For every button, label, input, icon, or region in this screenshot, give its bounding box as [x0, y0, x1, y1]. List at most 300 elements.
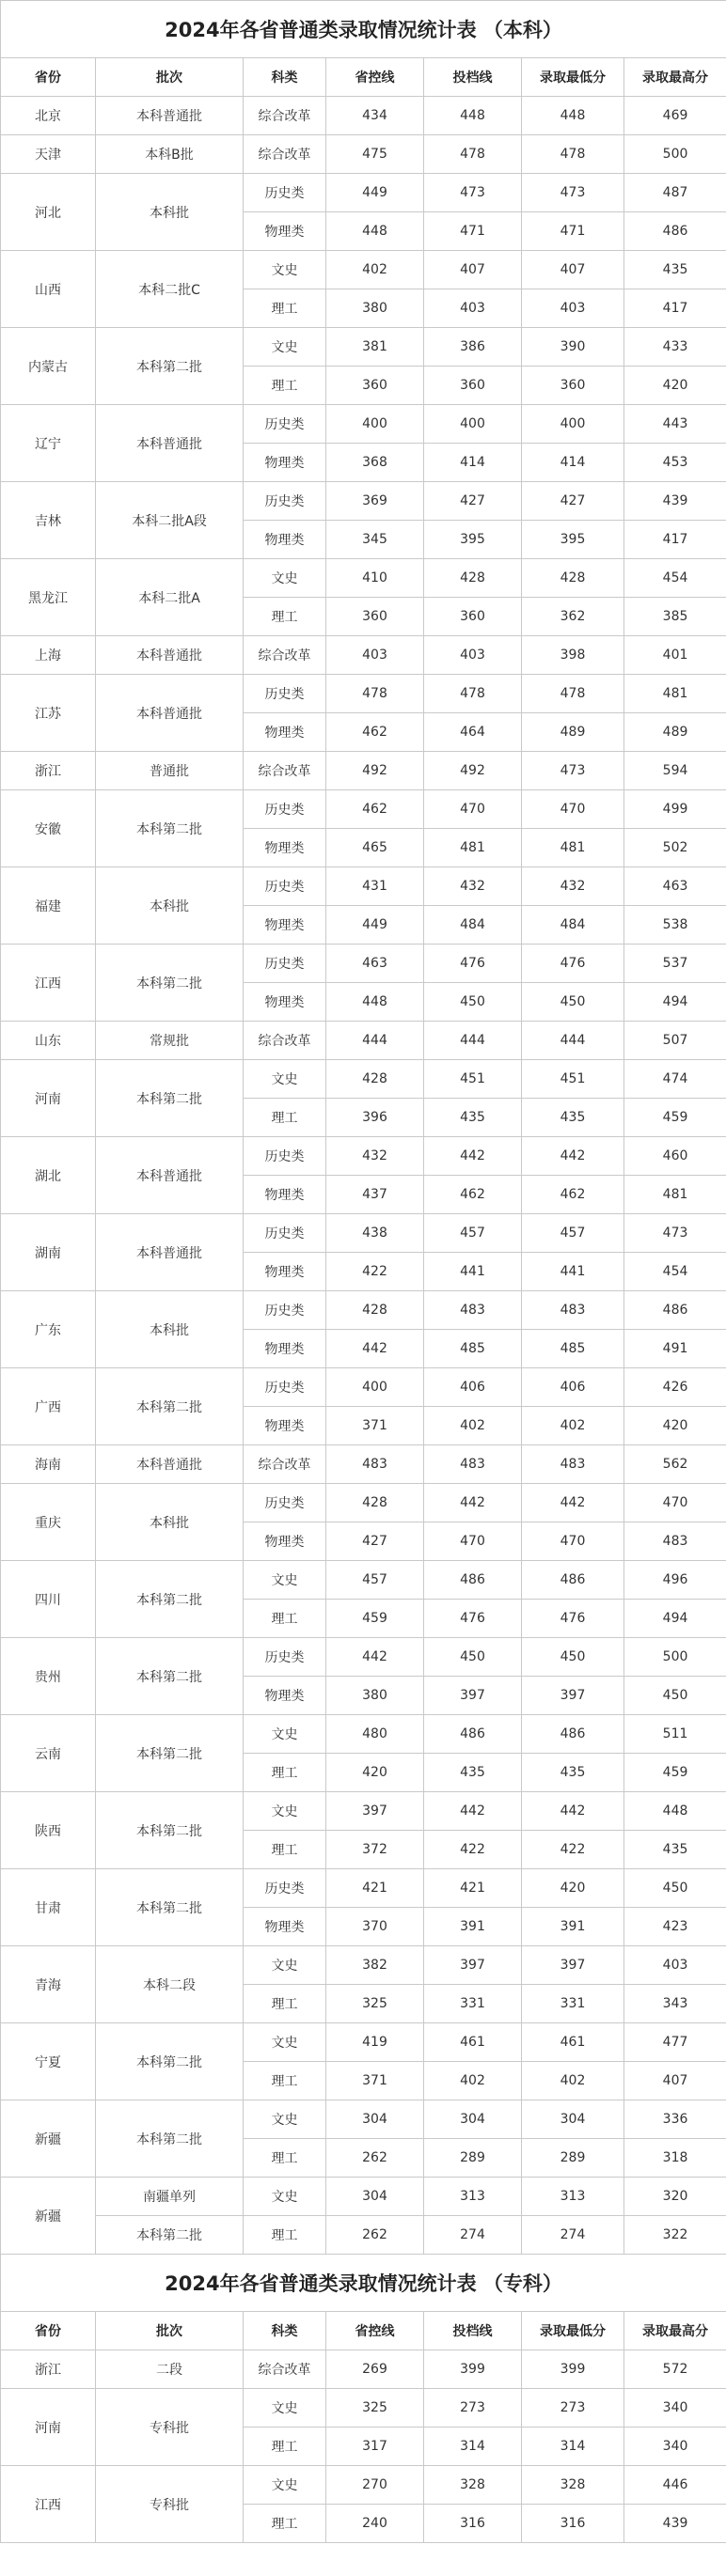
- max-score-cell: 500: [624, 135, 726, 174]
- min-score-cell: 402: [522, 2062, 624, 2100]
- control-line-cell: 370: [326, 1908, 424, 1946]
- min-score-cell: 273: [522, 2389, 624, 2428]
- max-score-cell: 481: [624, 675, 726, 713]
- toudang-line-cell: 478: [424, 675, 522, 713]
- max-score-cell: 454: [624, 559, 726, 598]
- max-score-cell: 562: [624, 1445, 726, 1484]
- min-score-cell: 362: [522, 598, 624, 636]
- control-line-cell: 360: [326, 367, 424, 405]
- column-header: 录取最低分: [522, 2312, 624, 2350]
- table-row: [1, 1445, 726, 1484]
- control-line-cell: 262: [326, 2216, 424, 2255]
- min-score-cell: 328: [522, 2466, 624, 2505]
- toudang-line-cell: 422: [424, 1831, 522, 1869]
- table-row: [1, 97, 726, 135]
- province-cell: 黑龙江: [1, 559, 96, 636]
- toudang-line-cell: 461: [424, 2023, 522, 2062]
- subject-type-cell: 历史类: [244, 867, 326, 906]
- control-line-cell: 462: [326, 713, 424, 752]
- column-header: 录取最高分: [624, 58, 726, 97]
- column-header: 批次: [96, 2312, 244, 2350]
- control-line-cell: 270: [326, 2466, 424, 2505]
- min-score-cell: 422: [522, 1831, 624, 1869]
- province-cell: 吉林: [1, 482, 96, 559]
- table-title-row: [1, 1, 726, 58]
- control-line-cell: 448: [326, 212, 424, 251]
- control-line-cell: 442: [326, 1638, 424, 1677]
- toudang-line-cell: 464: [424, 713, 522, 752]
- province-cell: 浙江: [1, 752, 96, 790]
- toudang-line-cell: 399: [424, 2350, 522, 2389]
- control-line-cell: 262: [326, 2139, 424, 2178]
- column-header: 科类: [244, 58, 326, 97]
- table-row: [1, 1060, 726, 1099]
- control-line-cell: 428: [326, 1484, 424, 1522]
- min-score-cell: 403: [522, 289, 624, 328]
- toudang-line-cell: 476: [424, 1600, 522, 1638]
- province-cell: 上海: [1, 636, 96, 675]
- control-line-cell: 428: [326, 1291, 424, 1330]
- min-score-cell: 450: [522, 1638, 624, 1677]
- toudang-line-cell: 316: [424, 2505, 522, 2543]
- max-score-cell: 594: [624, 752, 726, 790]
- toudang-line-cell: 450: [424, 1638, 522, 1677]
- min-score-cell: 400: [522, 405, 624, 444]
- max-score-cell: 439: [624, 2505, 726, 2543]
- batch-cell: 本科第二批: [96, 1060, 244, 1137]
- province-cell: 天津: [1, 135, 96, 174]
- subject-type-cell: 理工: [244, 598, 326, 636]
- control-line-cell: 462: [326, 790, 424, 829]
- toudang-line-cell: 457: [424, 1214, 522, 1253]
- max-score-cell: 469: [624, 97, 726, 135]
- table-row: [1, 2389, 726, 2428]
- control-line-cell: 400: [326, 405, 424, 444]
- toudang-line-cell: 462: [424, 1176, 522, 1214]
- control-line-cell: 463: [326, 945, 424, 983]
- column-header: 投档线: [424, 2312, 522, 2350]
- subject-type-cell: 物理类: [244, 1330, 326, 1368]
- subject-type-cell: 理工: [244, 1099, 326, 1137]
- table-row: [1, 251, 726, 289]
- control-line-cell: 360: [326, 598, 424, 636]
- batch-cell: 本科第二批: [96, 328, 244, 405]
- min-score-cell: 489: [522, 713, 624, 752]
- min-score-cell: 470: [522, 1522, 624, 1561]
- toudang-line-cell: 360: [424, 598, 522, 636]
- batch-cell: 本科二批A: [96, 559, 244, 636]
- subject-type-cell: 文史: [244, 1561, 326, 1600]
- subject-type-cell: 历史类: [244, 1137, 326, 1176]
- min-score-cell: 414: [522, 444, 624, 482]
- subject-type-cell: 理工: [244, 289, 326, 328]
- max-score-cell: 403: [624, 1946, 726, 1985]
- control-line-cell: 437: [326, 1176, 424, 1214]
- toudang-line-cell: 421: [424, 1869, 522, 1908]
- subject-type-cell: 历史类: [244, 790, 326, 829]
- control-line-cell: 428: [326, 1060, 424, 1099]
- table-row: [1, 1368, 726, 1407]
- subject-type-cell: 文史: [244, 1715, 326, 1754]
- min-score-cell: 274: [522, 2216, 624, 2255]
- max-score-cell: 460: [624, 1137, 726, 1176]
- column-header: 投档线: [424, 58, 522, 97]
- toudang-line-cell: 442: [424, 1484, 522, 1522]
- subject-type-cell: 文史: [244, 2466, 326, 2505]
- min-score-cell: 407: [522, 251, 624, 289]
- batch-cell: 本科批: [96, 1291, 244, 1368]
- province-cell: 河南: [1, 2389, 96, 2466]
- control-line-cell: 421: [326, 1869, 424, 1908]
- min-score-cell: 442: [522, 1792, 624, 1831]
- table-row: [1, 2100, 726, 2139]
- subject-type-cell: 文史: [244, 251, 326, 289]
- min-score-cell: 451: [522, 1060, 624, 1099]
- min-score-cell: 462: [522, 1176, 624, 1214]
- subject-type-cell: 物理类: [244, 212, 326, 251]
- batch-cell: 本科普通批: [96, 675, 244, 752]
- province-cell: 江苏: [1, 675, 96, 752]
- max-score-cell: 483: [624, 1522, 726, 1561]
- subject-type-cell: 物理类: [244, 1908, 326, 1946]
- toudang-line-cell: 274: [424, 2216, 522, 2255]
- province-cell: 山东: [1, 1022, 96, 1060]
- control-line-cell: 380: [326, 1677, 424, 1715]
- province-cell: 四川: [1, 1561, 96, 1638]
- column-header: 省份: [1, 58, 96, 97]
- table-row: [1, 2216, 726, 2255]
- subject-type-cell: 文史: [244, 2023, 326, 2062]
- min-score-cell: 457: [522, 1214, 624, 1253]
- subject-type-cell: 综合改革: [244, 1445, 326, 1484]
- control-line-cell: 465: [326, 829, 424, 867]
- control-line-cell: 420: [326, 1754, 424, 1792]
- batch-cell: 专科批: [96, 2389, 244, 2466]
- table-row: [1, 1946, 726, 1985]
- table-row: [1, 2178, 726, 2216]
- batch-cell: 常规批: [96, 1022, 244, 1060]
- table-body: [1, 1, 726, 2543]
- province-cell: 新疆: [1, 2100, 96, 2178]
- min-score-cell: 360: [522, 367, 624, 405]
- toudang-line-cell: 328: [424, 2466, 522, 2505]
- province-cell: 河北: [1, 174, 96, 251]
- table-row: [1, 2350, 726, 2389]
- max-score-cell: 507: [624, 1022, 726, 1060]
- subject-type-cell: 文史: [244, 1946, 326, 1985]
- control-line-cell: 400: [326, 1368, 424, 1407]
- control-line-cell: 369: [326, 482, 424, 521]
- control-line-cell: 380: [326, 289, 424, 328]
- min-score-cell: 473: [522, 174, 624, 212]
- column-header: 省份: [1, 2312, 96, 2350]
- subject-type-cell: 历史类: [244, 1484, 326, 1522]
- max-score-cell: 343: [624, 1985, 726, 2023]
- table-row: [1, 482, 726, 521]
- table-row: [1, 1792, 726, 1831]
- table-row: [1, 2466, 726, 2505]
- province-cell: 甘肃: [1, 1869, 96, 1946]
- table-row: [1, 1484, 726, 1522]
- min-score-cell: 486: [522, 1561, 624, 1600]
- toudang-line-cell: 403: [424, 289, 522, 328]
- min-score-cell: 314: [522, 2428, 624, 2466]
- control-line-cell: 483: [326, 1445, 424, 1484]
- min-score-cell: 331: [522, 1985, 624, 2023]
- control-line-cell: 442: [326, 1330, 424, 1368]
- province-cell: 广东: [1, 1291, 96, 1368]
- province-cell: 河南: [1, 1060, 96, 1137]
- table-row: [1, 636, 726, 675]
- batch-cell: 本科第二批: [96, 945, 244, 1022]
- toudang-line-cell: 473: [424, 174, 522, 212]
- min-score-cell: 402: [522, 1407, 624, 1445]
- min-score-cell: 397: [522, 1946, 624, 1985]
- control-line-cell: 240: [326, 2505, 424, 2543]
- control-line-cell: 448: [326, 983, 424, 1022]
- toudang-line-cell: 391: [424, 1908, 522, 1946]
- batch-cell: 本科第二批: [96, 1792, 244, 1869]
- control-line-cell: 434: [326, 97, 424, 135]
- max-score-cell: 322: [624, 2216, 726, 2255]
- min-score-cell: 441: [522, 1253, 624, 1291]
- max-score-cell: 320: [624, 2178, 726, 2216]
- table-row: [1, 1561, 726, 1600]
- subject-type-cell: 综合改革: [244, 97, 326, 135]
- batch-cell: 本科批: [96, 1484, 244, 1561]
- min-score-cell: 483: [522, 1445, 624, 1484]
- max-score-cell: 459: [624, 1099, 726, 1137]
- column-header: 录取最高分: [624, 2312, 726, 2350]
- min-score-cell: 483: [522, 1291, 624, 1330]
- batch-cell: 本科普通批: [96, 1137, 244, 1214]
- min-score-cell: 486: [522, 1715, 624, 1754]
- batch-cell: 本科第二批: [96, 1715, 244, 1792]
- table-row: [1, 174, 726, 212]
- batch-cell: 本科B批: [96, 135, 244, 174]
- batch-cell: 本科第二批: [96, 2100, 244, 2178]
- min-score-cell: 390: [522, 328, 624, 367]
- column-header: 录取最低分: [522, 58, 624, 97]
- province-cell: 浙江: [1, 2350, 96, 2389]
- control-line-cell: 449: [326, 906, 424, 945]
- control-line-cell: 459: [326, 1600, 424, 1638]
- subject-type-cell: 历史类: [244, 945, 326, 983]
- subject-type-cell: 文史: [244, 2100, 326, 2139]
- subject-type-cell: 历史类: [244, 1368, 326, 1407]
- subject-type-cell: 物理类: [244, 983, 326, 1022]
- toudang-line-cell: 486: [424, 1561, 522, 1600]
- toudang-line-cell: 442: [424, 1792, 522, 1831]
- toudang-line-cell: 450: [424, 983, 522, 1022]
- table-row: [1, 559, 726, 598]
- control-line-cell: 368: [326, 444, 424, 482]
- toudang-line-cell: 395: [424, 521, 522, 559]
- toudang-line-cell: 435: [424, 1099, 522, 1137]
- control-line-cell: 427: [326, 1522, 424, 1561]
- max-score-cell: 407: [624, 2062, 726, 2100]
- column-header: 科类: [244, 2312, 326, 2350]
- min-score-cell: 398: [522, 636, 624, 675]
- max-score-cell: 446: [624, 2466, 726, 2505]
- province-cell: 青海: [1, 1946, 96, 2023]
- max-score-cell: 494: [624, 983, 726, 1022]
- toudang-line-cell: 486: [424, 1715, 522, 1754]
- toudang-line-cell: 478: [424, 135, 522, 174]
- toudang-line-cell: 444: [424, 1022, 522, 1060]
- subject-type-cell: 历史类: [244, 1869, 326, 1908]
- max-score-cell: 433: [624, 328, 726, 367]
- toudang-line-cell: 448: [424, 97, 522, 135]
- batch-cell: 本科第二批: [96, 1368, 244, 1445]
- max-score-cell: 481: [624, 1176, 726, 1214]
- province-cell: 内蒙古: [1, 328, 96, 405]
- control-line-cell: 478: [326, 675, 424, 713]
- min-score-cell: 432: [522, 867, 624, 906]
- max-score-cell: 435: [624, 1831, 726, 1869]
- subject-type-cell: 文史: [244, 1792, 326, 1831]
- table-row: [1, 945, 726, 983]
- max-score-cell: 511: [624, 1715, 726, 1754]
- max-score-cell: 417: [624, 289, 726, 328]
- table-row: [1, 790, 726, 829]
- toudang-line-cell: 397: [424, 1946, 522, 1985]
- batch-cell: 本科第二批: [96, 2216, 244, 2255]
- table-row: [1, 1715, 726, 1754]
- max-score-cell: 443: [624, 405, 726, 444]
- toudang-line-cell: 407: [424, 251, 522, 289]
- toudang-line-cell: 483: [424, 1445, 522, 1484]
- batch-cell: 本科第二批: [96, 1869, 244, 1946]
- subject-type-cell: 物理类: [244, 713, 326, 752]
- min-score-cell: 313: [522, 2178, 624, 2216]
- max-score-cell: 340: [624, 2428, 726, 2466]
- province-cell: 云南: [1, 1715, 96, 1792]
- max-score-cell: 340: [624, 2389, 726, 2428]
- control-line-cell: 422: [326, 1253, 424, 1291]
- toudang-line-cell: 386: [424, 328, 522, 367]
- max-score-cell: 487: [624, 174, 726, 212]
- toudang-line-cell: 451: [424, 1060, 522, 1099]
- province-cell: 辽宁: [1, 405, 96, 482]
- toudang-line-cell: 485: [424, 1330, 522, 1368]
- min-score-cell: 470: [522, 790, 624, 829]
- toudang-line-cell: 360: [424, 367, 522, 405]
- table-row: [1, 2023, 726, 2062]
- max-score-cell: 496: [624, 1561, 726, 1600]
- max-score-cell: 486: [624, 1291, 726, 1330]
- table-row: [1, 1638, 726, 1677]
- max-score-cell: 318: [624, 2139, 726, 2178]
- max-score-cell: 401: [624, 636, 726, 675]
- max-score-cell: 477: [624, 2023, 726, 2062]
- subject-type-cell: 综合改革: [244, 2350, 326, 2389]
- table-row: [1, 1022, 726, 1060]
- batch-cell: 本科普通批: [96, 1445, 244, 1484]
- max-score-cell: 537: [624, 945, 726, 983]
- max-score-cell: 448: [624, 1792, 726, 1831]
- max-score-cell: 499: [624, 790, 726, 829]
- toudang-line-cell: 481: [424, 829, 522, 867]
- min-score-cell: 420: [522, 1869, 624, 1908]
- subject-type-cell: 物理类: [244, 1677, 326, 1715]
- table-header-row: [1, 58, 726, 97]
- control-line-cell: 345: [326, 521, 424, 559]
- control-line-cell: 431: [326, 867, 424, 906]
- min-score-cell: 461: [522, 2023, 624, 2062]
- toudang-line-cell: 406: [424, 1368, 522, 1407]
- toudang-line-cell: 428: [424, 559, 522, 598]
- control-line-cell: 438: [326, 1214, 424, 1253]
- province-cell: 重庆: [1, 1484, 96, 1561]
- subject-type-cell: 物理类: [244, 1176, 326, 1214]
- max-score-cell: 463: [624, 867, 726, 906]
- max-score-cell: 474: [624, 1060, 726, 1099]
- table-title-row: [1, 2255, 726, 2312]
- subject-type-cell: 历史类: [244, 1291, 326, 1330]
- control-line-cell: 304: [326, 2100, 424, 2139]
- subject-type-cell: 文史: [244, 559, 326, 598]
- subject-type-cell: 理工: [244, 1754, 326, 1792]
- subject-type-cell: 物理类: [244, 521, 326, 559]
- subject-type-cell: 综合改革: [244, 752, 326, 790]
- toudang-line-cell: 314: [424, 2428, 522, 2466]
- toudang-line-cell: 492: [424, 752, 522, 790]
- max-score-cell: 494: [624, 1600, 726, 1638]
- min-score-cell: 444: [522, 1022, 624, 1060]
- province-cell: 新疆: [1, 2178, 96, 2255]
- subject-type-cell: 理工: [244, 2216, 326, 2255]
- batch-cell: 本科普通批: [96, 1214, 244, 1291]
- max-score-cell: 502: [624, 829, 726, 867]
- toudang-line-cell: 402: [424, 2062, 522, 2100]
- province-cell: 北京: [1, 97, 96, 135]
- max-score-cell: 454: [624, 1253, 726, 1291]
- province-cell: 山西: [1, 251, 96, 328]
- min-score-cell: 476: [522, 1600, 624, 1638]
- batch-cell: 本科普通批: [96, 636, 244, 675]
- control-line-cell: 402: [326, 251, 424, 289]
- min-score-cell: 471: [522, 212, 624, 251]
- min-score-cell: 428: [522, 559, 624, 598]
- subject-type-cell: 物理类: [244, 1253, 326, 1291]
- table-row: [1, 867, 726, 906]
- batch-cell: 本科二段: [96, 1946, 244, 2023]
- province-cell: 福建: [1, 867, 96, 945]
- min-score-cell: 442: [522, 1137, 624, 1176]
- control-line-cell: 397: [326, 1792, 424, 1831]
- min-score-cell: 442: [522, 1484, 624, 1522]
- batch-cell: 本科第二批: [96, 2023, 244, 2100]
- control-line-cell: 371: [326, 1407, 424, 1445]
- province-cell: 贵州: [1, 1638, 96, 1715]
- subject-type-cell: 理工: [244, 1831, 326, 1869]
- toudang-line-cell: 414: [424, 444, 522, 482]
- control-line-cell: 372: [326, 1831, 424, 1869]
- max-score-cell: 486: [624, 212, 726, 251]
- min-score-cell: 435: [522, 1754, 624, 1792]
- max-score-cell: 439: [624, 482, 726, 521]
- max-score-cell: 470: [624, 1484, 726, 1522]
- subject-type-cell: 物理类: [244, 1522, 326, 1561]
- province-cell: 江西: [1, 2466, 96, 2543]
- max-score-cell: 420: [624, 367, 726, 405]
- batch-cell: 本科第二批: [96, 790, 244, 867]
- control-line-cell: 449: [326, 174, 424, 212]
- toudang-line-cell: 403: [424, 636, 522, 675]
- subject-type-cell: 文史: [244, 2389, 326, 2428]
- min-score-cell: 476: [522, 945, 624, 983]
